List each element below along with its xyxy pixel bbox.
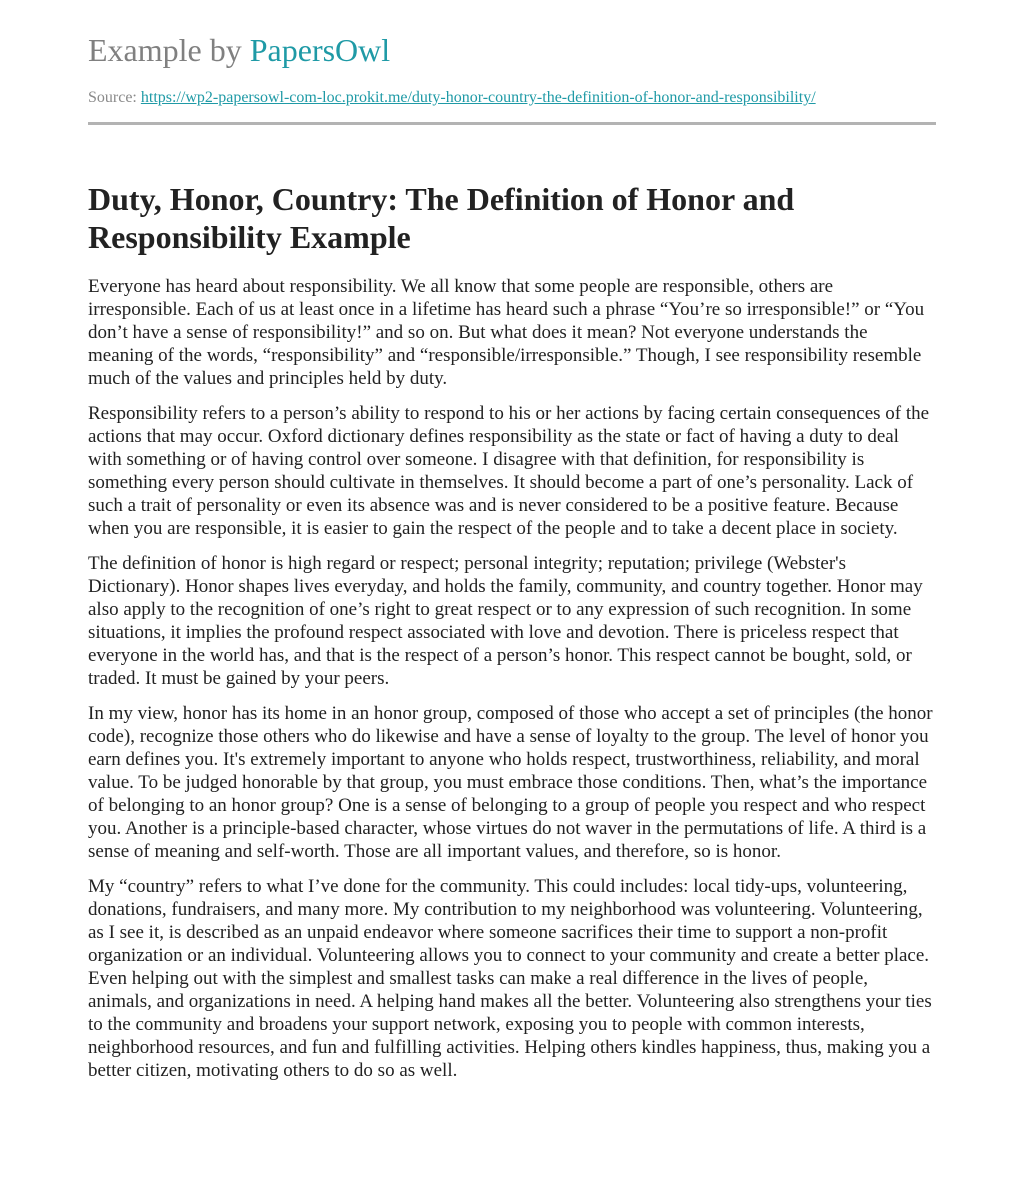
paragraph-5: My “country” refers to what I’ve done for the community. This could includes: local tidy-ups, volunteering, donations, fundraisers, and many more. My contribution to my neighborhood was volunteering. Volunteering, as I see it, is described as an unpaid endeavor where someone sacrifices their time to support a non-profit organization or an individual. Volunteering allows you to connect to your community and create a better place. Even helping out with the simplest and smallest tasks can make a real difference in the lives of people, animals, and organizations in need. A helping hand makes all the better. Volunteering also strengthens your ties to the community and broadens your support network, exposing you to people with common interests, neighborhood resources, and fun and fulfilling activities. Helping others kindles happiness, thus, making you a better citizen, motivating others to do so as well.	[88, 876, 932, 1081]
paragraph-2: Responsibility refers to a person’s ability to respond to his or her actions by facing certain consequences of the actions that may occur. Oxford dictionary defines responsibility as the state or fact of having a duty to deal with something or of having control over someone. I disagree with that definition, for responsibility is something every person should cultivate in themselves. It should become a part of one’s personality. Lack of such a trait of personality or even its absence was and is never considered to be a positive feature. Because when you are responsible, it is easier to gain the respect of the people and to take a decent place in society.	[88, 403, 930, 539]
paragraph-4: In my view, honor has its home in an honor group, composed of those who accept a set of principles (the honor code), recognize those others who do likewise and have a sense of loyalty to the group. The level of honor you earn defines you. It's extremely important to anyone who holds respect, trustworthiness, reliability, and moral value. To be judged honorable by that group, you must embrace those conditions. Then, what’s the importance of belonging to an honor group? One is a sense of belonging to a group of people you respect and who respect you. Another is a principle-based character, whose virtues do not waver in the permutations of life. A third is a sense of meaning and self-worth. Those are all important values, and therefore, so is honor.	[88, 703, 933, 862]
article-title: Duty, Honor, Country: The Definition of Honor and Responsibility Example	[88, 181, 795, 255]
brand-header	[88, 30, 390, 70]
source-label: Source:	[88, 89, 141, 106]
brand-name-link[interactable]: PapersOwl	[249, 32, 391, 68]
article-body	[88, 275, 936, 1094]
source-link[interactable]: https://wp2-papersowl-com-loc.prokit.me/duty-honor-country-the-definition-of-honor-and-responsibility/	[140, 89, 816, 106]
brand-prefix: Example by	[88, 32, 250, 68]
header-divider	[88, 122, 936, 125]
paragraph-3: The definition of honor is high regard or respect; personal integrity; reputation; privilege (Webster's Dictionary). Honor shapes lives everyday, and holds the family, community, and country together. Honor may also apply to the recognition of one’s right to great respect or to any expression of such recognition. In some situations, it implies the profound respect associated with love and devotion. There is priceless respect that everyone in the world has, and that is the respect of a person’s honor. This respect cannot be bought, sold, or traded. It must be gained by your peers.	[88, 553, 923, 689]
source-line	[88, 87, 816, 109]
paragraph-1: Everyone has heard about responsibility. We all know that some people are responsible, others are irresponsible. Each of us at least once in a lifetime has heard such a phrase “You’re so irresponsible!” or “You don’t have a sense of responsibility!” and so on. But what does it mean? Not everyone understands the meaning of the words, “responsibility” and “responsible/irresponsible.” Though, I see responsibility resemble much of the values and principles held by duty.	[88, 276, 925, 389]
